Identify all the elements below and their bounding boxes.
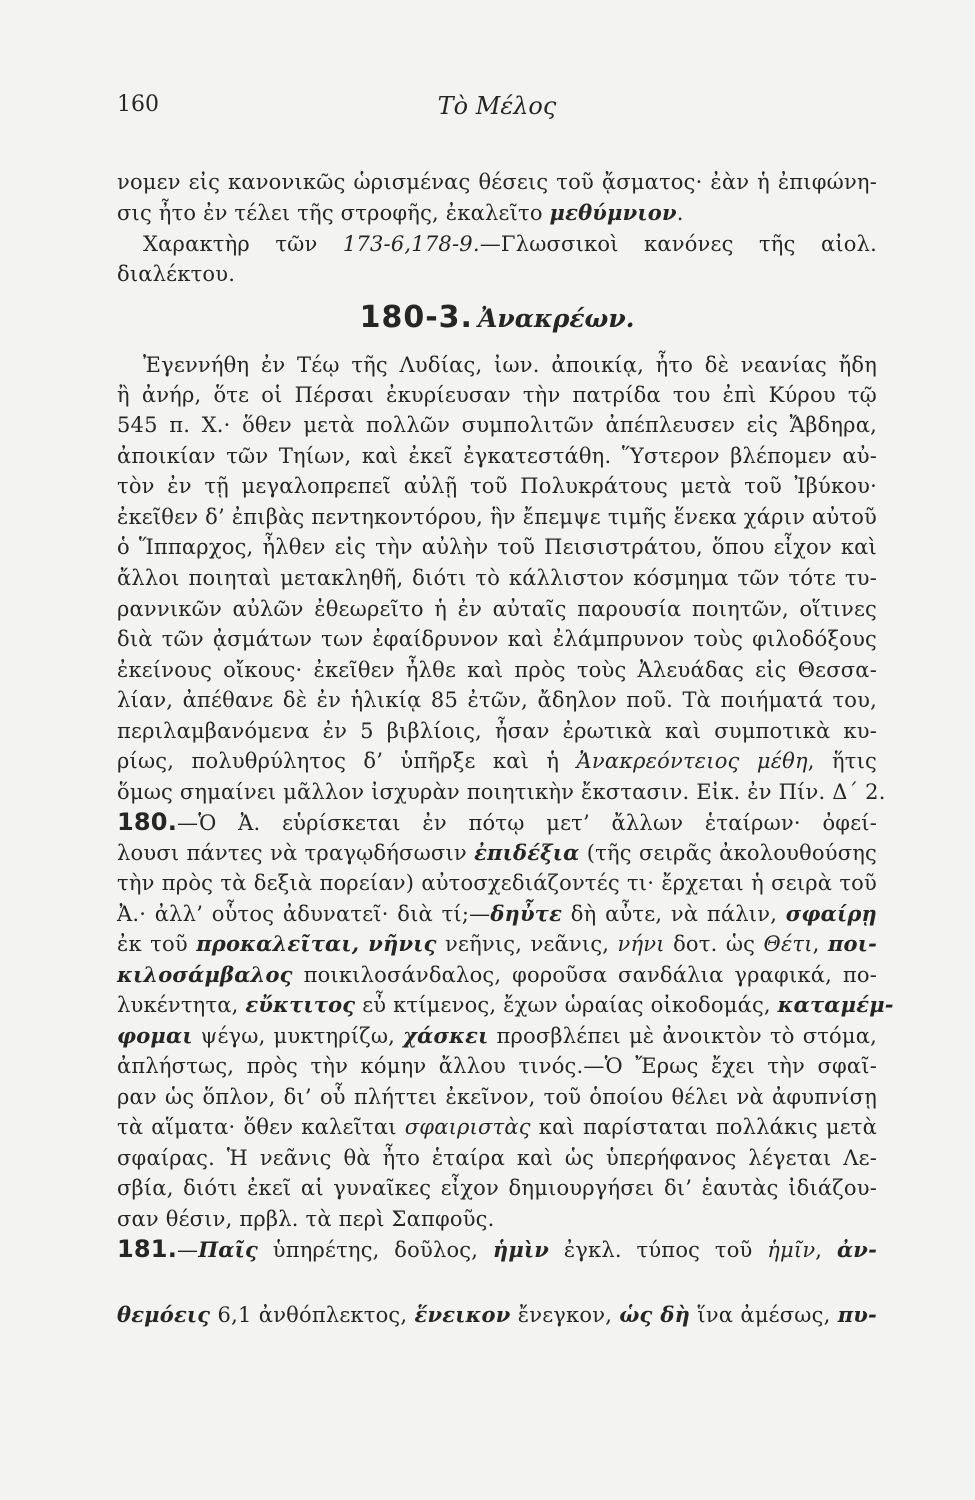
text-run: —Ὁ Ἀ. εὑρίσκεται ἐν πότῳ μετ’ ἄλλων ἑταίρων· ὀφεί- [177,811,877,835]
text-run: τὴν πρὸς τὰ δεξιὰ πορείαν) αὐτοσχεδιάζοντές τι· ἔρχεται ἡ σειρὰ τοῦ [117,871,877,895]
text-line [117,502,877,532]
text-line [117,624,877,654]
text-run: νήνι [617,932,665,956]
text-line [117,167,877,197]
text-run: ἀπλήστως, πρὸς τὴν κόμην ἄλλου τινός.—Ὁ Ἔρως ἔχει τὴν σφαῖ- [117,1054,877,1078]
text-run: Ἀνακρεόντειος μέθη [576,749,808,773]
text-run: ἡμῖν [767,1238,816,1262]
text-run: λίαν, ἀπέθανε δὲ ἐν ἡλικίᾳ 85 ἐτῶν, ἄδηλον ποῦ. Τὰ ποιήματά του, [117,688,877,712]
glossed-term: Παῖς [198,1237,258,1262]
text-run: σφαιριστὰς [404,1115,531,1139]
text-run: ποικιλοσάνδαλος, φοροῦσα σανδάλια γραφικά, πο- [292,963,877,987]
text-run: εὖ κτίμενος, ἔχων ὡραίας οἰκοδομάς, [355,993,778,1017]
text-line [117,960,877,990]
text-run: ψέγω, μυκτηρίζω, [192,1024,404,1048]
text-line [117,838,877,868]
text-line [117,746,877,776]
glossed-term: καταμέμ- [777,992,894,1017]
text-run: σφαίρας. Ἡ νεᾶνις θὰ ἦτο ἑταίρα καὶ ὡς ὑπερήφανος λέγεται Λε- [117,1146,877,1170]
text-line [117,350,877,380]
text-line [117,1112,877,1142]
text-run: λυκέντητα, [117,993,246,1017]
text-line [117,1173,877,1203]
text-run: λουσι πάντες νὰ τραγῳδήσωσιν [117,841,475,865]
running-title: Τὸ Μέλος [437,92,557,120]
text-run: ἐκεῖθεν δ’ ἐπιβὰς πεντηκοντόρου, ἣν ἔπεμψε τιμῆς ἕνεκα χάριν αὐτοῦ [117,505,877,529]
glossed-term: ἐπιδέξια [474,840,580,865]
glossed-term: πυ- [837,1302,877,1327]
glossed-term: σφαίρῃ [785,901,877,926]
text-run: διαλέκτου. [117,262,236,286]
glossed-term: θεμόεις [117,1302,211,1327]
text-line [117,471,877,501]
text-line [117,229,877,259]
glossed-term: ἕνεικον [414,1302,511,1327]
text-run: σις ἦτο ἐν τέλει τῆς στροφῆς, ἐκαλεῖτο [117,201,550,225]
text-line [117,1082,877,1112]
text-run: Χαρακτὴρ τῶν [143,232,343,256]
text-line [117,655,877,685]
section-title: Ἀνακρέων. [478,304,635,333]
text-run: ἄλλοι ποιηταὶ μετακληθῆ, διότι τὸ κάλλιστον κόσμημα τῶν τότε τυ- [117,566,877,590]
section-heading [117,300,877,342]
text-run: 545 π. Χ.· ὅθεν μετὰ πολλῶν συμπολιτῶν ἀπέπλευσεν εἰς Ἄβδηρα, [117,413,877,437]
glossed-term: εὔκτιτος [245,992,356,1017]
text-line [117,899,877,929]
text-run: ἔνεγκον, [510,1303,620,1327]
glossed-term: προκαλεῖται, νῆνις [196,931,437,956]
text-run: 6,1 ἀνθόπλεκτος, [210,1303,415,1327]
glossed-term: ἡμὶν [492,1237,550,1262]
text-line [117,198,877,228]
text-run: προσβλέπει μὲ ἀνοικτὸν τὸ στόμα, [488,1024,877,1048]
glossed-term: δηὖτε [490,901,563,926]
text-run: δοτ. ὡς [664,932,764,956]
text-run: , ἥτις [807,749,877,773]
text-run: . [676,201,684,225]
text-line [117,777,886,807]
text-line [117,990,894,1020]
text-run: Ἐγεννήθη ἐν Τέῳ τῆς Λυδίας, ἰων. ἀποικίᾳ, ἦτο δὲ νεανίας ἤδη [143,353,877,377]
text-run: ὅμως σημαίνει μᾶλλον ἰσχυρὰν ποιητικὴν ἔκστασιν. Εἰκ. ἐν Πίν. Δ΄ 2. [117,780,886,804]
text-line [117,441,877,471]
text-line [117,1234,877,1264]
text-line [117,1021,877,1051]
text-line [117,563,877,593]
glossed-term: κιλοσάμβαλος [117,962,293,987]
text-run: ἀποικίαν τῶν Τηίων, καὶ ἐκεῖ ἐγκατεστάθη. Ὕστερον βλέπομεν αὐ- [117,444,877,468]
page-header [117,92,877,128]
text-run: νομεν εἰς κανονικῶς ὡρισμένας θέσεις τοῦ ᾄσματος· ἐὰν ἡ ἐπιφώνη- [117,170,877,194]
text-run: ραννικῶν αὐλῶν ἐθεωρεῖτο ἡ ἐν αὐταῖς παρουσία ποιητῶν, οἵτινες [117,597,877,621]
text-run: ἐκ τοῦ [117,932,197,956]
text-run: ὁ Ἵππαρχος, ἦλθεν εἰς τὴν αὐλὴν τοῦ Πεισιστράτου, ὅπου εἶχον καὶ [117,535,877,559]
text-line [117,410,877,440]
text-line [117,716,877,746]
text-run: ραν ὡς ὅπλον, δι’ οὗ πλήττει ἐκεῖνον, τοῦ ὁποίου θέλει νὰ ἀφυπνίσῃ [117,1085,877,1109]
text-run: νεῆνις, νεᾶνις, [436,932,618,956]
text-run: καὶ παρίσταται πολλάκις μετὰ [530,1115,877,1139]
text-line [117,929,877,959]
text-run: —Γλωσσικοὶ κανόνες τῆς αἰολ. [479,232,877,256]
page-number: 160 [117,92,159,117]
paragraph-number: 181. [117,1235,178,1263]
glossed-term: ὡς δὴ [619,1302,691,1327]
text-run: διὰ τῶν ᾀσμάτων των ἐφαίδρυνον καὶ ἐλάμπρυνον τοὺς φιλοδόξους [117,627,877,651]
text-line [117,1204,877,1234]
text-run: Ἀ.· ἀλλ’ οὗτος ἀδυνατεῖ· διὰ τί;— [117,902,491,926]
paragraph-number: 180. [117,808,178,836]
glossed-term: φομαι [117,1023,193,1048]
text-run: ρίως, πολυθρύλητος δ’ ὑπῆρξε καὶ ἡ [117,749,577,773]
text-line [117,685,877,715]
glossed-term: ποι- [827,931,877,956]
text-run: ἵνα ἀμέσως, [690,1303,838,1327]
text-line [117,1300,877,1330]
text-run: τὰ αἵματα· ὅθεν καλεῖται [117,1115,405,1139]
text-line [117,1051,877,1081]
text-run: περιλαμβανόμενα ἐν 5 βιβλίοις, ἦσαν ἐρωτικὰ καὶ συμποτικὰ κυ- [117,719,877,743]
text-run: ἐγκλ. τύπος τοῦ [549,1238,768,1262]
text-run: 173-6,178-9. [342,232,480,256]
glossed-term: μεθύμνιον [549,200,677,225]
glossed-term: χάσκει [403,1023,489,1048]
text-run: ἢ ἀνήρ, ὅτε οἱ Πέρσαι ἐκυρίευσαν τὴν πατρίδα του ἐπὶ Κύρου τῷ [117,383,877,407]
text-line [117,807,877,837]
glossed-term: ἀν- [836,1237,877,1262]
text-line [117,259,877,289]
text-run: σαν θέσιν, πρβλ. τὰ περὶ Σαπφοῦς. [117,1207,495,1231]
section-number: 180-3. [359,300,473,335]
text-run: σβία, διότι ἐκεῖ αἱ γυναῖκες εἶχον δημιουργήσει δι’ ἑαυτὰς ἰδιάζου- [117,1176,877,1200]
text-run: , [812,932,828,956]
text-line [117,1143,877,1173]
text-run: , [815,1238,837,1262]
text-line [117,594,877,624]
text-run: Θέτι [763,932,813,956]
text-run: — [177,1238,199,1262]
text-run: δὴ αὖτε, νὰ πάλιν, [562,902,786,926]
text-line [117,868,877,898]
text-run: τὸν ἐν τῇ μεγαλοπρεπεῖ αὐλῇ τοῦ Πολυκράτους μετὰ τοῦ Ἰβύκου· [117,474,877,498]
text-run: ἐκείνους οἴκους· ἐκεῖθεν ἦλθε καὶ πρὸς τοὺς Ἀλευάδας εἰς Θεσσα- [117,658,877,682]
text-run: (τῆς σειρᾶς ἀκολουθούσης [579,841,877,865]
text-line [117,380,877,410]
text-run: ὑπηρέτης, δοῦλος, [257,1238,493,1262]
text-line [117,532,877,562]
